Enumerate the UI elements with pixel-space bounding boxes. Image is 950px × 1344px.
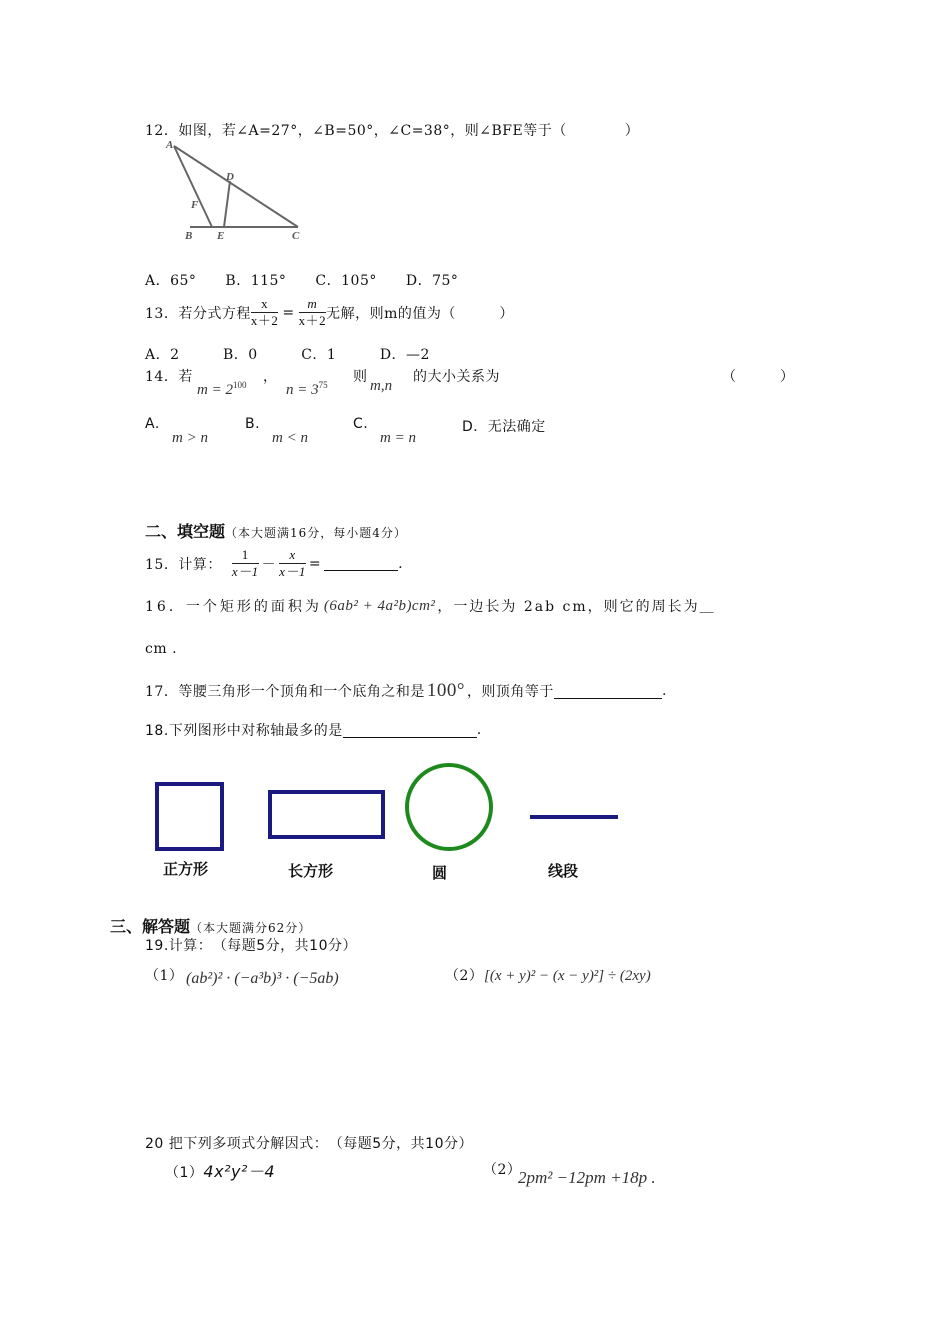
section3-header (110, 914, 311, 937)
label-segment: 线段 (548, 862, 579, 880)
q13-options: A．2 B．0 C．1 D．—2 (145, 347, 430, 363)
section2-title: 二、填空题 (145, 522, 226, 541)
q19-p1-expr: (ab²)² · (−a³b)³ · (−5ab) (186, 970, 339, 987)
q20-p2-expr: 2pm² −12pm +18p . (518, 1168, 656, 1187)
q16-text2: ，一边长为 2ab cm，则它的周长为＿ (437, 599, 716, 615)
q16-line2: cm . (145, 641, 178, 657)
q13-frac1: $\frac{x}{x+2}$ (250, 296, 279, 328)
q18-answer-blank[interactable] (343, 723, 477, 738)
q12-options: A．65° B．115° C．105° D．75° (145, 273, 459, 289)
section3-note: （本大题满分62分） (190, 921, 312, 935)
label-e: E (217, 230, 225, 242)
q17-text1: 17．等腰三角形一个顶角和一个底角之和是 (145, 684, 425, 700)
shapes-figure (150, 760, 630, 855)
q13-suffix: 无解，则m的值为（ ） (326, 305, 514, 322)
section3-title: 三、解答题 (110, 917, 191, 936)
q20-p1 (165, 1159, 275, 1182)
label-b: B (185, 230, 193, 242)
q14-prefix: 14．若 (145, 369, 193, 385)
q20-p1-expr: 4x²y²－4 (203, 1162, 276, 1181)
q20-p1-label: （1） (165, 1165, 204, 1181)
q14-paren: （ ） (722, 369, 795, 385)
label-circle: 圆 (432, 864, 448, 882)
q14-opt-d: D．无法确定 (462, 419, 546, 435)
q17-end: . (661, 683, 667, 699)
label-a: A (166, 139, 174, 151)
q17 (145, 680, 667, 702)
q12-text: 12．如图，若∠A=27°，∠B=50°，∠C=38°，则∠BFE等于（ ） (145, 123, 640, 139)
q15-end: . (398, 555, 404, 572)
q20-p2-label: （2） (483, 1162, 522, 1178)
q13-eq: = (282, 304, 295, 321)
q14-suffix: 的大小关系为 (413, 369, 500, 385)
q17-deg: 100° (426, 680, 465, 701)
q14-opt-c-label: C. (353, 416, 369, 432)
q20-title: 20 把下列多项式分解因式： （每题5分，共10分） (145, 1136, 473, 1152)
q14-opt-b: m < n (272, 430, 308, 446)
q18 (145, 720, 482, 740)
triangle-figure (160, 138, 310, 246)
q14-mn: m,n (370, 378, 393, 394)
q15-frac1: $\frac{1}{x-1}$ (231, 547, 259, 579)
section2-note: （本大题满16分，每小题4分） (225, 526, 407, 540)
q13 (145, 296, 514, 329)
q19-p2-expr: [(x + y)² − (x − y)²] ÷ (2xy) (484, 968, 651, 984)
q14-opt-a: m > n (172, 430, 208, 446)
q19-title: 19.计算： （每题5分，共10分） (145, 938, 357, 954)
section2-header (145, 519, 407, 542)
q17-text2: ，则顶角等于 (466, 684, 554, 700)
q14-opt-c: m = n (380, 430, 416, 446)
q18-text: 18.下列图形中对称轴最多的是 (145, 723, 343, 739)
q16 (145, 596, 716, 616)
q15-prefix: 15．计算： (145, 556, 222, 573)
rectangle-shape (270, 792, 383, 837)
q16-expr: (6ab² + 4a²b)cm² (323, 597, 436, 614)
q14-comma: ， (263, 369, 278, 385)
q17-answer-blank[interactable] (554, 684, 662, 699)
square-shape (157, 784, 222, 849)
q18-end: . (476, 722, 482, 738)
q16-text1: 16．一个矩形的面积为 (145, 599, 322, 615)
q19-p1-label: （1） (145, 968, 184, 984)
label-f: F (191, 199, 199, 211)
q14-opt-a-label: A. (145, 416, 160, 432)
circle-shape (407, 765, 491, 849)
q14-then: 则 (353, 369, 368, 385)
q19-p2-label: （2） (445, 968, 484, 984)
q15-minus: － (261, 556, 277, 573)
label-square: 正方形 (163, 860, 209, 878)
q15-frac2: $\frac{x}{x-1}$ (279, 547, 306, 579)
q14-opt-b-label: B. (245, 416, 261, 432)
q13-prefix: 13．若分式方程 (145, 305, 251, 322)
label-c: C (292, 230, 300, 242)
q13-frac2: $\frac{m}{x+2}$ (298, 296, 327, 328)
line-ed (224, 181, 230, 227)
label-d: D (226, 171, 234, 183)
q15-answer-blank[interactable] (324, 556, 398, 571)
q15 (145, 547, 403, 580)
label-rectangle: 长方形 (288, 862, 334, 880)
q14-m: $m = 2^{100}$ (197, 380, 247, 398)
q15-eq: = (308, 555, 322, 572)
q14-n: $n = 3^{75}$ (286, 380, 328, 398)
